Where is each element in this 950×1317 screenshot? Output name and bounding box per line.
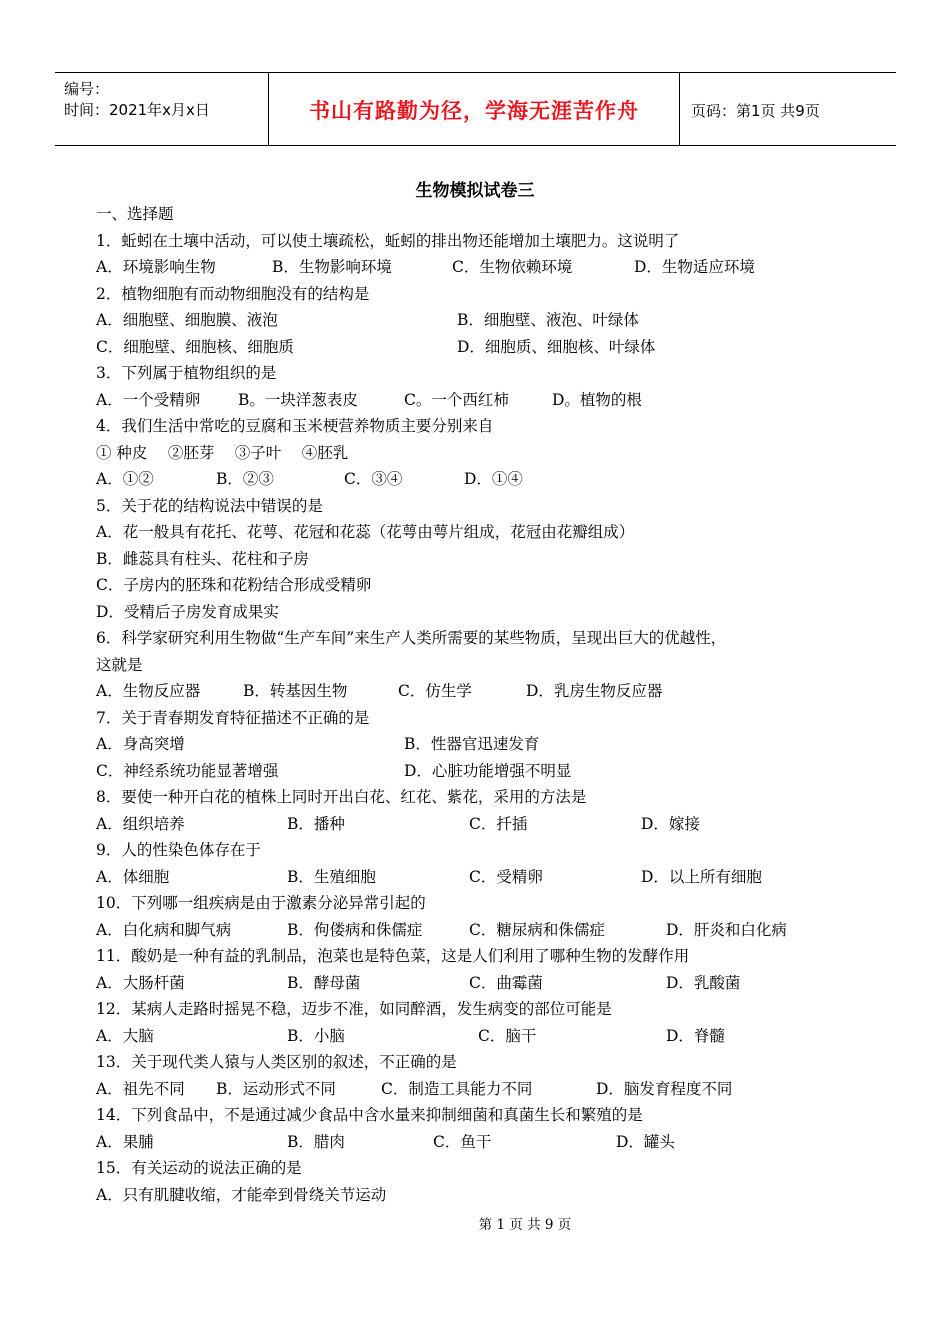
page-title: 生物模拟试卷三 bbox=[415, 181, 535, 201]
page-footer: 第 1 页 共 9 页 bbox=[478, 1217, 572, 1233]
option-row bbox=[96, 758, 856, 785]
option-row bbox=[96, 334, 856, 361]
motto: 书山有路勤为径，学海无涯苦作舟 bbox=[309, 99, 639, 123]
answer-option: A．只有肌腱收缩，才能牵到骨绕关节运动 bbox=[96, 1185, 387, 1204]
question-stem: 11．酸奶是一种有益的乳制品，泡菜也是特色菜，这是人们利用了哪种生物的发酵作用 bbox=[96, 947, 690, 965]
header-page-cell bbox=[679, 73, 896, 145]
answer-option: C．细胞壁、细胞核、细胞质 bbox=[96, 337, 294, 356]
question-stem: 14．下列食品中，不是通过减少食品中含水量来抑制细菌和真菌生长和繁殖的是 bbox=[96, 1106, 643, 1124]
question-list bbox=[96, 201, 856, 1208]
answer-option: C．曲霉菌 bbox=[469, 973, 543, 992]
question-11 bbox=[96, 943, 856, 996]
answer-option: A．组织培养 bbox=[96, 814, 185, 833]
header-meta-cell bbox=[55, 73, 268, 145]
question-stem: 4．我们生活中常吃的豆腐和玉米梗营养物质主要分别来自 bbox=[96, 417, 494, 435]
answer-option: A．大肠杆菌 bbox=[96, 973, 185, 992]
answer-option: A．体细胞 bbox=[96, 867, 170, 886]
answer-option: B．生殖细胞 bbox=[287, 867, 376, 886]
answer-option: A．一个受精卵 bbox=[96, 390, 201, 409]
answer-option: D．罐头 bbox=[616, 1132, 675, 1151]
question-stem: 12．某病人走路时摇晃不稳，迈步不准，如同醉酒，发生病变的部位可能是 bbox=[96, 1000, 612, 1018]
answer-option: D．肝炎和白化病 bbox=[666, 920, 787, 939]
question-13 bbox=[96, 1049, 856, 1102]
answer-option: B．小脑 bbox=[287, 1026, 345, 1045]
option-row bbox=[96, 466, 856, 493]
answer-option: A．细胞壁、细胞膜、液泡 bbox=[96, 311, 278, 329]
question-stem: ① 种皮 ②胚芽 ③子叶 ④胚乳 bbox=[96, 443, 349, 462]
question-12 bbox=[96, 996, 856, 1049]
option-row bbox=[96, 811, 856, 838]
question-8 bbox=[96, 784, 856, 837]
answer-option: B．酵母菌 bbox=[287, 973, 361, 992]
answer-option: B．运动形式不同 bbox=[216, 1079, 336, 1098]
answer-option: B．②③ bbox=[216, 470, 274, 488]
answer-option: A．果脯 bbox=[96, 1132, 154, 1151]
answer-option: B．细胞壁、液泡、叶绿体 bbox=[457, 311, 639, 329]
question-4 bbox=[96, 413, 856, 493]
answer-option: D．乳酸菌 bbox=[666, 973, 741, 992]
question-stem: 15．有关运动的说法正确的是 bbox=[96, 1159, 302, 1177]
option-row bbox=[96, 519, 856, 546]
answer-option: A．花一般具有花托、花萼、花冠和花蕊（花萼由萼片组成，花冠由花瓣组成） bbox=[96, 523, 635, 541]
answer-option: C．生物依赖环境 bbox=[452, 258, 573, 276]
option-row bbox=[96, 970, 856, 997]
option-row bbox=[96, 1182, 856, 1209]
question-stem: 2．植物细胞有而动物细胞没有的结构是 bbox=[96, 284, 370, 303]
question-stem: 1．蚯蚓在土壤中活动，可以使土壤疏松，蚯蚓的排出物还能增加土壤肥力。这说明了 bbox=[96, 231, 680, 250]
question-stem: 9．人的性染色体存在于 bbox=[96, 841, 261, 859]
answer-option: A．白化病和脚气病 bbox=[96, 920, 232, 939]
answer-option: A．祖先不同 bbox=[96, 1079, 185, 1098]
answer-option: C．神经系统功能显著增强 bbox=[96, 761, 279, 780]
answer-option: A．生物反应器 bbox=[96, 682, 201, 700]
option-row bbox=[96, 1023, 856, 1050]
header-table bbox=[55, 72, 896, 146]
answer-option: C．受精卵 bbox=[469, 867, 543, 886]
option-row bbox=[96, 599, 856, 626]
answer-option: B．佝偻病和侏儒症 bbox=[287, 920, 423, 939]
answer-option: C．鱼干 bbox=[433, 1132, 492, 1151]
option-row bbox=[96, 864, 856, 891]
option-row bbox=[96, 731, 856, 758]
answer-option: C．制造工具能力不同 bbox=[381, 1079, 533, 1098]
question-stem: 5．关于花的结构说法中错误的是 bbox=[96, 496, 323, 515]
answer-option: D．以上所有细胞 bbox=[641, 867, 762, 886]
answer-option: D．乳房生物反应器 bbox=[526, 682, 663, 700]
question-7 bbox=[96, 705, 856, 785]
answer-option: A．①② bbox=[96, 470, 154, 488]
option-row bbox=[96, 572, 856, 599]
number-label: 编号： bbox=[64, 80, 110, 98]
option-row bbox=[96, 546, 856, 573]
answer-option: D．受精后子房发育成果实 bbox=[96, 602, 279, 621]
answer-option: B．转基因生物 bbox=[243, 682, 348, 700]
answer-option: B．播种 bbox=[287, 814, 345, 833]
answer-option: B．生物影响环境 bbox=[272, 258, 392, 276]
question-stem: 8．要使一种开白花的植株上同时开出白花、红花、紫花，采用的方法是 bbox=[96, 788, 587, 806]
answer-option: D．脊髓 bbox=[666, 1026, 725, 1045]
header-motto-cell bbox=[268, 73, 680, 145]
answer-option: D。植物的根 bbox=[552, 390, 642, 409]
answer-option: C．子房内的胚珠和花粉结合形成受精卵 bbox=[96, 576, 372, 594]
answer-option: A．环境影响生物 bbox=[96, 258, 216, 276]
page-info: 页码：第1页 共9页 bbox=[691, 102, 820, 120]
question-stem: 这就是 bbox=[96, 655, 143, 674]
option-row bbox=[96, 917, 856, 944]
question-1 bbox=[96, 228, 856, 281]
question-stem: 7．关于青春期发育特征描述不正确的是 bbox=[96, 708, 370, 727]
question-15 bbox=[96, 1155, 856, 1208]
question-5 bbox=[96, 493, 856, 626]
question-14 bbox=[96, 1102, 856, 1155]
question-stem: 6．科学家研究利用生物做“生产车间”来生产人类所需要的某些物质，呈现出巨大的优越性， bbox=[96, 629, 727, 647]
answer-option: C．糖尿病和侏儒症 bbox=[469, 920, 605, 939]
question-6 bbox=[96, 625, 856, 705]
answer-option: A．大脑 bbox=[96, 1026, 154, 1045]
answer-option: D．①④ bbox=[464, 470, 523, 488]
question-stem: 3．下列属于植物组织的是 bbox=[96, 364, 277, 382]
option-row bbox=[96, 1129, 856, 1156]
answer-option: B．腊肉 bbox=[287, 1132, 345, 1151]
option-row bbox=[96, 678, 856, 705]
answer-option: A．身高突增 bbox=[96, 735, 185, 753]
time-label: 时间：2021年x月x日 bbox=[64, 101, 210, 119]
option-row bbox=[96, 1076, 856, 1103]
answer-option: B．雌蕊具有柱头、花柱和子房 bbox=[96, 549, 309, 568]
question-stem: 10．下列哪一组疾病是由于激素分泌异常引起的 bbox=[96, 894, 426, 912]
option-row bbox=[96, 387, 856, 414]
answer-option: C．仿生学 bbox=[398, 682, 472, 700]
answer-option: D．嫁接 bbox=[641, 814, 700, 833]
answer-option: C．③④ bbox=[344, 470, 403, 488]
option-row bbox=[96, 254, 856, 281]
answer-option: C。一个西红柿 bbox=[404, 390, 509, 409]
question-3 bbox=[96, 360, 856, 413]
question-stem: 13．关于现代类人猿与人类区别的叙述，不正确的是 bbox=[96, 1053, 457, 1071]
question-10 bbox=[96, 890, 856, 943]
section-heading: 一、选择题 bbox=[96, 205, 174, 223]
answer-option: D．心脏功能增强不明显 bbox=[404, 761, 572, 780]
answer-option: B。一块洋葱表皮 bbox=[238, 390, 358, 409]
answer-option: D．生物适应环境 bbox=[634, 258, 755, 276]
answer-option: C．脑干 bbox=[478, 1026, 537, 1045]
answer-option: C．扦插 bbox=[469, 814, 528, 833]
answer-option: D．细胞质、细胞核、叶绿体 bbox=[457, 337, 656, 356]
answer-option: B．性器官迅速发育 bbox=[404, 735, 540, 753]
question-9 bbox=[96, 837, 856, 890]
answer-option: D．脑发育程度不同 bbox=[596, 1079, 733, 1098]
option-row bbox=[96, 307, 856, 334]
question-2 bbox=[96, 281, 856, 361]
